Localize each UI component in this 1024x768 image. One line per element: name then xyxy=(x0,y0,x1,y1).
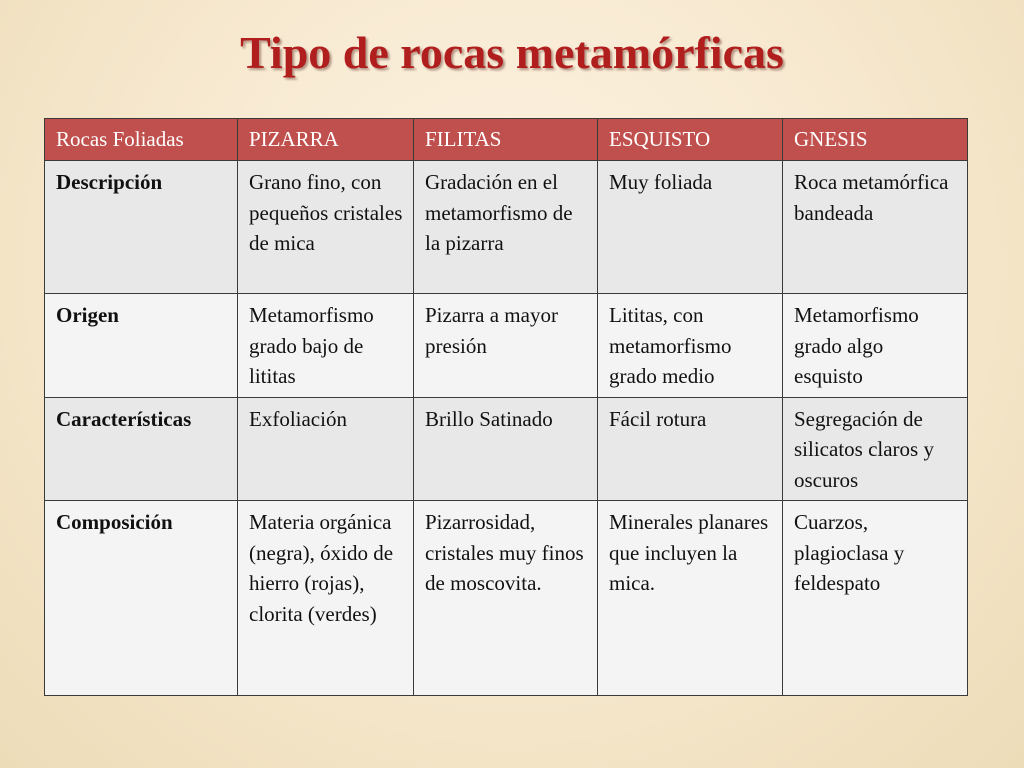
row-label: Descripción xyxy=(45,161,238,294)
header-gnesis: GNESIS xyxy=(783,119,968,161)
table-cell: Lititas, con metamorfismo grado medio xyxy=(598,294,783,398)
table-cell: Muy foliada xyxy=(598,161,783,294)
row-label: Características xyxy=(45,397,238,501)
row-label: Origen xyxy=(45,294,238,398)
table-row-composicion xyxy=(45,501,968,696)
table-cell: Pizarra a mayor presión xyxy=(414,294,598,398)
header-esquisto: ESQUISTO xyxy=(598,119,783,161)
table-header-row xyxy=(45,119,968,161)
row-label: Composición xyxy=(45,501,238,696)
rock-table xyxy=(44,118,968,696)
table-cell: Grano fino, con pequeños cristales de mica xyxy=(238,161,414,294)
table-cell: Exfoliación xyxy=(238,397,414,501)
table-cell: Cuarzos, plagioclasa y feldespato xyxy=(783,501,968,696)
table-cell: Metamorfismo grado bajo de lititas xyxy=(238,294,414,398)
table-cell: Metamorfismo grado algo esquisto xyxy=(783,294,968,398)
table-cell: Roca metamórfica bandeada xyxy=(783,161,968,294)
table-cell: Pizarrosidad, cristales muy finos de moscovita. xyxy=(414,501,598,696)
header-rocas-foliadas: Rocas Foliadas xyxy=(45,119,238,161)
header-pizarra: PIZARRA xyxy=(238,119,414,161)
table-row-origen xyxy=(45,294,968,398)
page-title: Tipo de rocas metamórficas xyxy=(240,27,784,78)
table-row-caracteristicas xyxy=(45,397,968,501)
table-cell: Fácil rotura xyxy=(598,397,783,501)
table-cell: Minerales planares que incluyen la mica. xyxy=(598,501,783,696)
table-cell: Brillo Satinado xyxy=(414,397,598,501)
table-cell: Gradación en el metamorfismo de la pizarra xyxy=(414,161,598,294)
table-cell: Segregación de silicatos claros y oscuros xyxy=(783,397,968,501)
header-filitas: FILITAS xyxy=(414,119,598,161)
table-cell: Materia orgánica (negra), óxido de hierro (rojas), clorita (verdes) xyxy=(238,501,414,696)
table-row-descripcion xyxy=(45,161,968,294)
